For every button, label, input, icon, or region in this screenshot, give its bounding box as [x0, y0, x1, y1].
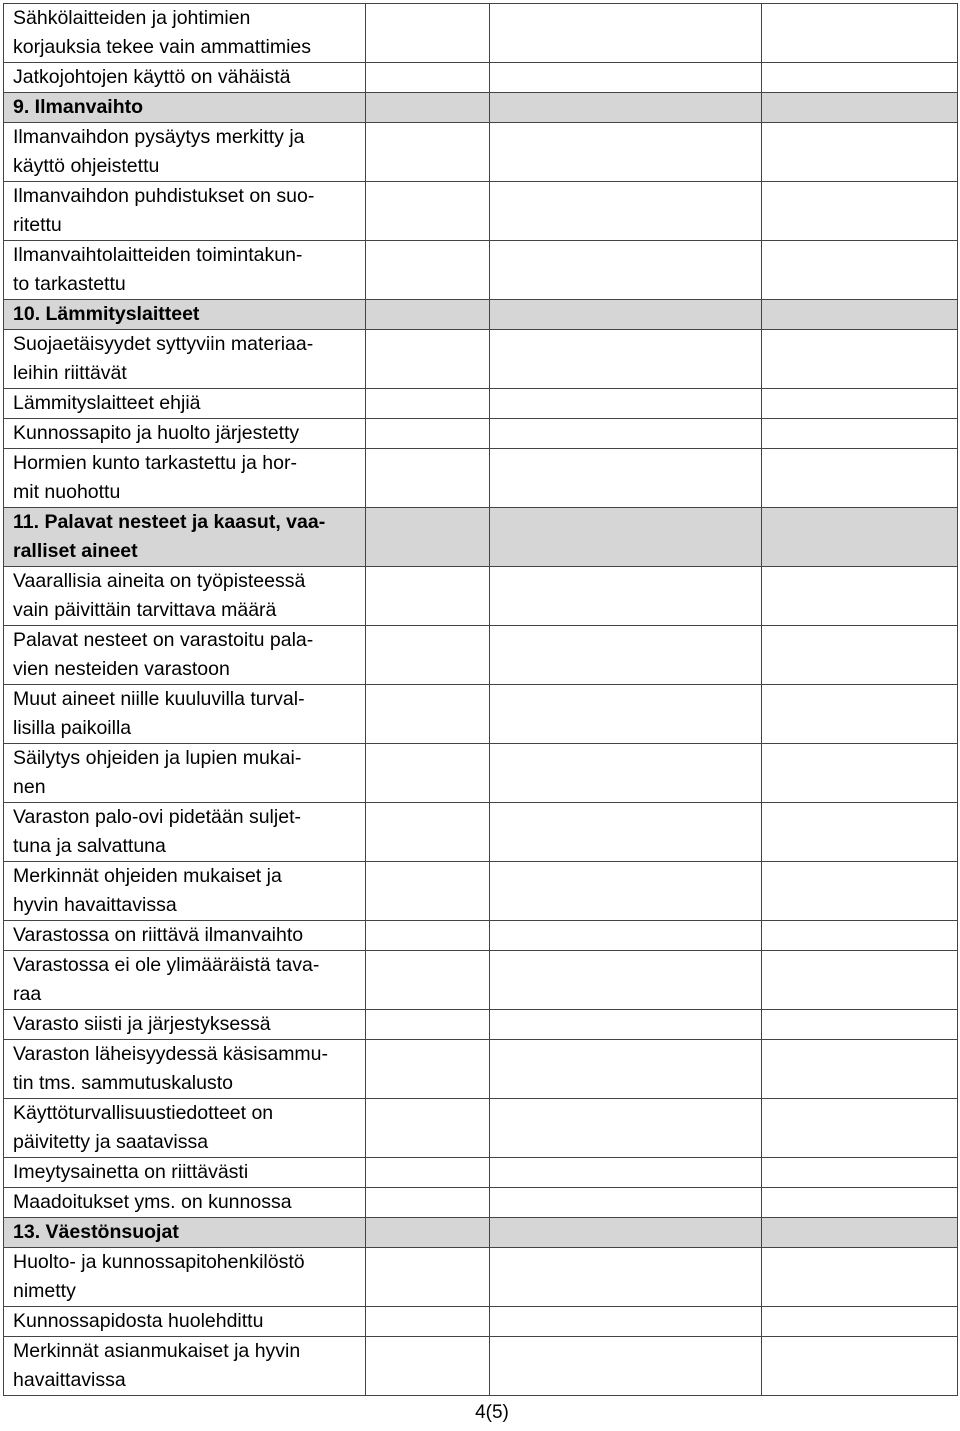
checklist-row — [4, 1010, 958, 1040]
responsible-cell[interactable] — [490, 1248, 762, 1307]
checklist-row — [4, 921, 958, 951]
checklist-item-label: Palavat nesteet on varastoitu pala- vien nesteiden varastoon — [4, 626, 366, 685]
checklist-item-label: Sähkölaitteiden ja johtimien korjauksia tekee vain ammattimies — [4, 4, 366, 63]
responsible-cell[interactable] — [490, 63, 762, 93]
checklist-row — [4, 419, 958, 449]
responsible-cell[interactable] — [490, 449, 762, 508]
checklist-row — [4, 123, 958, 182]
status-cell[interactable] — [366, 93, 490, 123]
status-cell[interactable] — [366, 1010, 490, 1040]
status-cell[interactable] — [366, 862, 490, 921]
checklist-row — [4, 182, 958, 241]
checklist-row — [4, 567, 958, 626]
notes-cell[interactable] — [762, 685, 958, 744]
notes-cell[interactable] — [762, 508, 958, 567]
status-cell[interactable] — [366, 567, 490, 626]
responsible-cell[interactable] — [490, 1099, 762, 1158]
checklist-item-label: Ilmanvaihtolaitteiden toimintakun- to tarkastettu — [4, 241, 366, 300]
checklist-item-label: Varaston läheisyydessä käsisammu- tin tms. sammutuskalusto — [4, 1040, 366, 1099]
checklist-row — [4, 1158, 958, 1188]
notes-cell[interactable] — [762, 1040, 958, 1099]
responsible-cell[interactable] — [490, 803, 762, 862]
checklist-row — [4, 626, 958, 685]
checklist-item-label: Hormien kunto tarkastettu ja hor- mit nuohottu — [4, 449, 366, 508]
notes-cell[interactable] — [762, 93, 958, 123]
checklist-item-label: Vaarallisia aineita on työpisteessä vain päivittäin tarvittava määrä — [4, 567, 366, 626]
checklist-row — [4, 1188, 958, 1218]
responsible-cell[interactable] — [490, 389, 762, 419]
checklist-row — [4, 1248, 958, 1307]
checklist-item-label: Jatkojohtojen käyttö on vähäistä — [4, 63, 366, 93]
responsible-cell[interactable] — [490, 626, 762, 685]
status-cell[interactable] — [366, 182, 490, 241]
status-cell[interactable] — [366, 449, 490, 508]
checklist-table — [3, 3, 958, 1396]
notes-cell[interactable] — [762, 626, 958, 685]
checklist-row — [4, 330, 958, 389]
section-heading: 13. Väestönsuojat — [4, 1218, 366, 1248]
checklist-item-label: Varasto siisti ja järjestyksessä — [4, 1010, 366, 1040]
responsible-cell[interactable] — [490, 1188, 762, 1218]
section-heading: 11. Palavat nesteet ja kaasut, vaa- ralliset aineet — [4, 508, 366, 567]
responsible-cell[interactable] — [490, 1337, 762, 1396]
notes-cell[interactable] — [762, 921, 958, 951]
responsible-cell[interactable] — [490, 1010, 762, 1040]
notes-cell[interactable] — [762, 330, 958, 389]
checklist-item-label: Merkinnät ohjeiden mukaiset ja hyvin havaittavissa — [4, 862, 366, 921]
checklist-item-label: Ilmanvaihdon pysäytys merkitty ja käyttö ohjeistettu — [4, 123, 366, 182]
notes-cell[interactable] — [762, 744, 958, 803]
section-heading: 10. Lämmityslaitteet — [4, 300, 366, 330]
checklist-item-label: Ilmanvaihdon puhdistukset on suo- ritettu — [4, 182, 366, 241]
notes-cell[interactable] — [762, 1337, 958, 1396]
checklist-row — [4, 1040, 958, 1099]
section-heading-row — [4, 508, 958, 567]
section-heading-row — [4, 93, 958, 123]
notes-cell[interactable] — [762, 1188, 958, 1218]
responsible-cell[interactable] — [490, 241, 762, 300]
responsible-cell[interactable] — [490, 1158, 762, 1188]
notes-cell[interactable] — [762, 1158, 958, 1188]
responsible-cell[interactable] — [490, 182, 762, 241]
checklist-item-label: Kunnossapito ja huolto järjestetty — [4, 419, 366, 449]
notes-cell[interactable] — [762, 4, 958, 63]
notes-cell[interactable] — [762, 63, 958, 93]
checklist-item-label: Varaston palo-ovi pidetään suljet- tuna ja salvattuna — [4, 803, 366, 862]
checklist-row — [4, 744, 958, 803]
checklist-item-label: Lämmityslaitteet ehjiä — [4, 389, 366, 419]
status-cell[interactable] — [366, 921, 490, 951]
status-cell[interactable] — [366, 419, 490, 449]
checklist-row — [4, 241, 958, 300]
checklist-row — [4, 862, 958, 921]
notes-cell[interactable] — [762, 300, 958, 330]
checklist-row — [4, 4, 958, 63]
checklist-item-label: Muut aineet niille kuuluvilla turval- lisilla paikoilla — [4, 685, 366, 744]
checklist-row — [4, 449, 958, 508]
status-cell[interactable] — [366, 300, 490, 330]
status-cell[interactable] — [366, 123, 490, 182]
status-cell[interactable] — [366, 63, 490, 93]
notes-cell[interactable] — [762, 1248, 958, 1307]
checklist-item-label: Maadoitukset yms. on kunnossa — [4, 1188, 366, 1218]
checklist-row — [4, 1337, 958, 1396]
status-cell[interactable] — [366, 330, 490, 389]
notes-cell[interactable] — [762, 567, 958, 626]
checklist-item-label: Säilytys ohjeiden ja lupien mukai- nen — [4, 744, 366, 803]
checklist-item-label: Merkinnät asianmukaiset ja hyvin havaittavissa — [4, 1337, 366, 1396]
notes-cell[interactable] — [762, 182, 958, 241]
status-cell[interactable] — [366, 1158, 490, 1188]
status-cell[interactable] — [366, 1099, 490, 1158]
status-cell[interactable] — [366, 1188, 490, 1218]
responsible-cell[interactable] — [490, 1307, 762, 1337]
notes-cell[interactable] — [762, 1099, 958, 1158]
notes-cell[interactable] — [762, 389, 958, 419]
notes-cell[interactable] — [762, 241, 958, 300]
responsible-cell[interactable] — [490, 123, 762, 182]
section-heading-row — [4, 300, 958, 330]
status-cell[interactable] — [366, 1337, 490, 1396]
status-cell[interactable] — [366, 508, 490, 567]
checklist-item-label: Suojaetäisyydet syttyviin materiaa- leihin riittävät — [4, 330, 366, 389]
notes-cell[interactable] — [762, 449, 958, 508]
checklist-row — [4, 1099, 958, 1158]
notes-cell[interactable] — [762, 803, 958, 862]
status-cell[interactable] — [366, 389, 490, 419]
responsible-cell[interactable] — [490, 93, 762, 123]
page-number: 4(5) — [475, 1402, 509, 1423]
responsible-cell[interactable] — [490, 419, 762, 449]
section-heading-row — [4, 1218, 958, 1248]
responsible-cell[interactable] — [490, 921, 762, 951]
notes-cell[interactable] — [762, 419, 958, 449]
status-cell[interactable] — [366, 626, 490, 685]
status-cell[interactable] — [366, 1218, 490, 1248]
responsible-cell[interactable] — [490, 1218, 762, 1248]
checklist-item-label: Käyttöturvallisuustiedotteet on päivitetty ja saatavissa — [4, 1099, 366, 1158]
checklist-item-label: Kunnossapidosta huolehdittu — [4, 1307, 366, 1337]
notes-cell[interactable] — [762, 862, 958, 921]
notes-cell[interactable] — [762, 1218, 958, 1248]
responsible-cell[interactable] — [490, 508, 762, 567]
responsible-cell[interactable] — [490, 1040, 762, 1099]
responsible-cell[interactable] — [490, 862, 762, 921]
responsible-cell[interactable] — [490, 685, 762, 744]
notes-cell[interactable] — [762, 123, 958, 182]
checklist-row — [4, 685, 958, 744]
responsible-cell[interactable] — [490, 4, 762, 63]
status-cell[interactable] — [366, 951, 490, 1010]
responsible-cell[interactable] — [490, 330, 762, 389]
checklist-row — [4, 389, 958, 419]
status-cell[interactable] — [366, 744, 490, 803]
notes-cell[interactable] — [762, 1307, 958, 1337]
status-cell[interactable] — [366, 1040, 490, 1099]
notes-cell[interactable] — [762, 951, 958, 1010]
checklist-row — [4, 1307, 958, 1337]
checklist-row — [4, 803, 958, 862]
checklist-row — [4, 951, 958, 1010]
responsible-cell[interactable] — [490, 300, 762, 330]
status-cell[interactable] — [366, 685, 490, 744]
responsible-cell[interactable] — [490, 951, 762, 1010]
status-cell[interactable] — [366, 1307, 490, 1337]
responsible-cell[interactable] — [490, 567, 762, 626]
checklist-row — [4, 63, 958, 93]
status-cell[interactable] — [366, 1248, 490, 1307]
checklist-item-label: Huolto- ja kunnossapitohenkilöstö nimetty — [4, 1248, 366, 1307]
responsible-cell[interactable] — [490, 744, 762, 803]
status-cell[interactable] — [366, 241, 490, 300]
checklist-item-label: Varastossa on riittävä ilmanvaihto — [4, 921, 366, 951]
checklist-item-label: Imeytysainetta on riittävästi — [4, 1158, 366, 1188]
notes-cell[interactable] — [762, 1010, 958, 1040]
checklist-item-label: Varastossa ei ole ylimääräistä tava- raa — [4, 951, 366, 1010]
checklist-body — [4, 4, 958, 1396]
section-heading: 9. Ilmanvaihto — [4, 93, 366, 123]
status-cell[interactable] — [366, 803, 490, 862]
status-cell[interactable] — [366, 4, 490, 63]
